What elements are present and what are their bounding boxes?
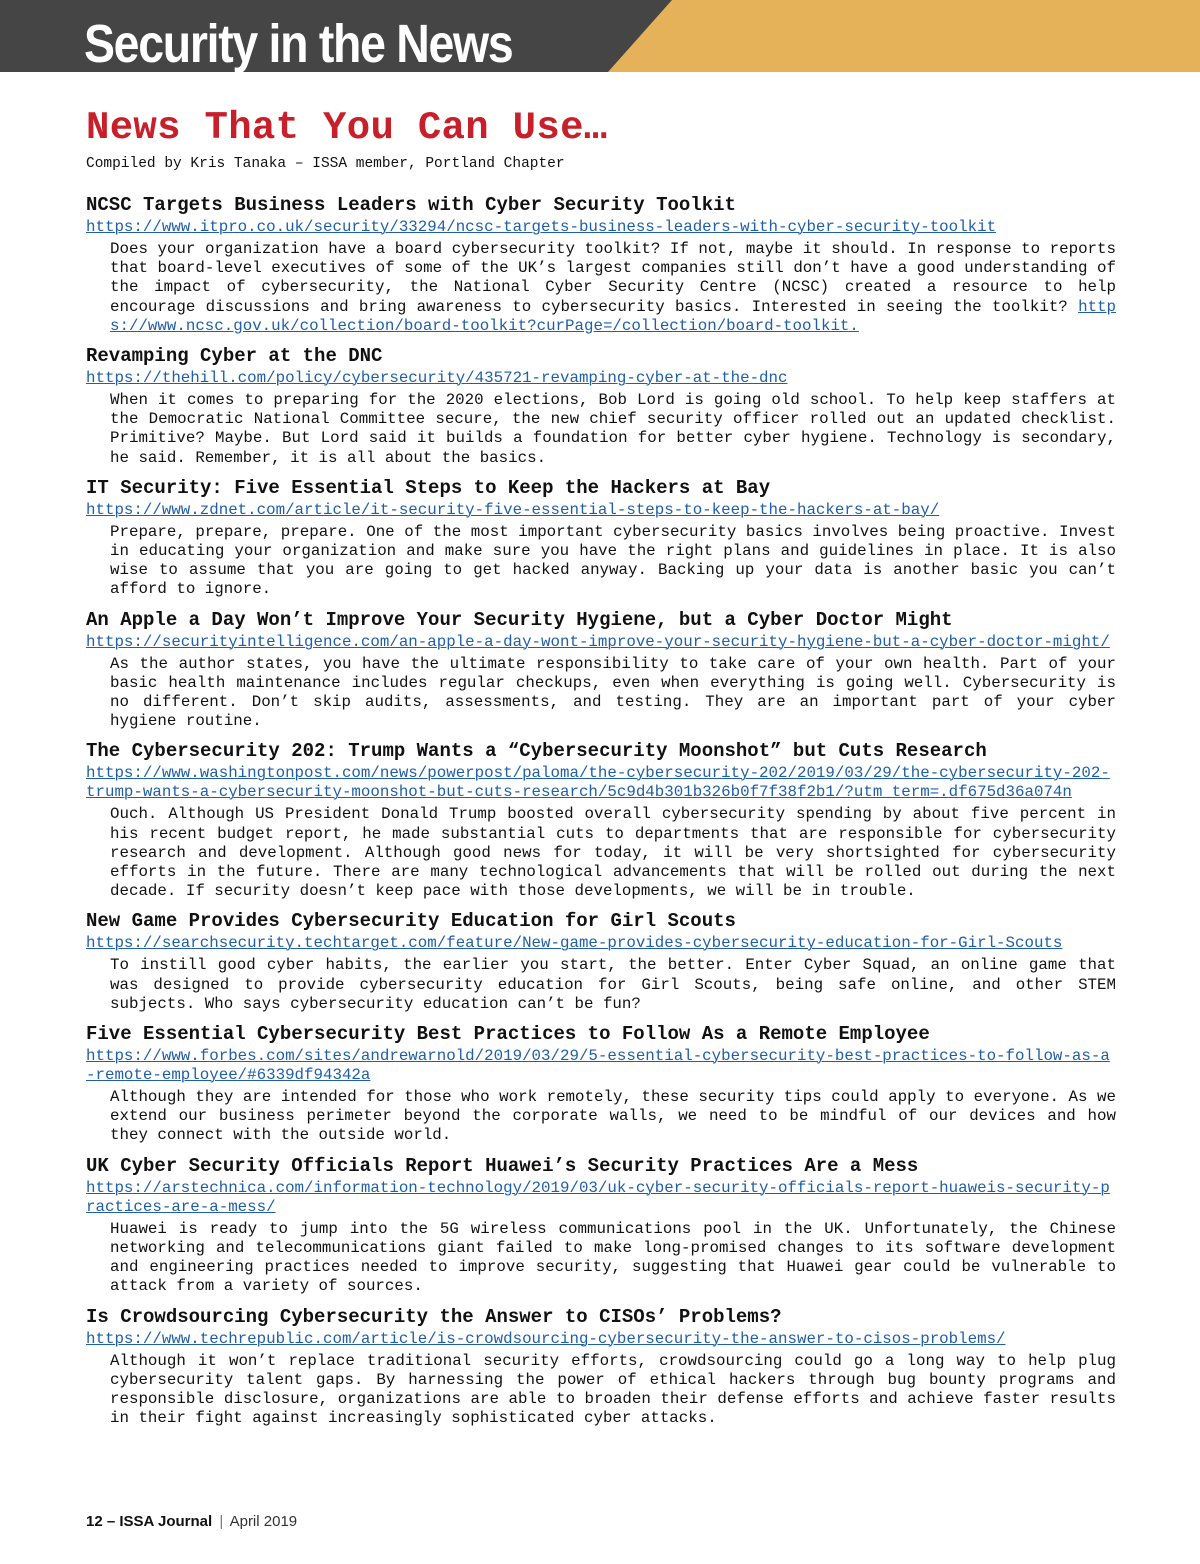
article-link[interactable]: https://arstechnica.com/information-technology/2019/03/uk-cyber-security-officials-report-huaweis-security-practices-are-a-mess/: [86, 1178, 1110, 1216]
page-footer: [86, 1513, 297, 1530]
article-link[interactable]: https://www.itpro.co.uk/security/33294/ncsc-targets-business-leaders-with-cyber-security-toolkit: [86, 218, 997, 236]
footer-separator: |: [219, 1513, 224, 1530]
article-link[interactable]: https://www.zdnet.com/article/it-security-five-essential-steps-to-keep-the-hackers-at-bay/: [86, 500, 940, 519]
article-summary: To instill good cyber habits, the earlier you start, the better. Enter Cyber Squad, an online game that was designed to provide cybersecurity education for Girl Scouts, being safe online, and other STEM subjects. Who says cybersecurity education can’t be fun?: [110, 956, 1116, 1013]
article-item: [86, 1022, 1116, 1146]
article-title: NCSC Targets Business Leaders with Cyber Security Toolkit: [86, 194, 736, 216]
toolkit-link[interactable]: https://www.ncsc.gov.uk/collection/board-toolkit?curPage=/collection/board-toolkit.: [110, 297, 1117, 335]
byline: Compiled by Kris Tanaka – ISSA member, Portland Chapter: [86, 156, 565, 172]
article-summary: Huawei is ready to jump into the 5G wireless communications pool in the UK. Unfortunately, the Chinese networking and telecommunications giant failed to make long-promised changes to its software development and engineering practices needed to improve security, suggesting that Huawei gear could be vulnerable to attack from a variety of sources.: [110, 1219, 1116, 1296]
article-item: [86, 909, 1116, 1014]
article-link[interactable]: https://searchsecurity.techtarget.com/feature/New-game-provides-cybersecurity-education-for-Girl-Scouts: [86, 934, 1063, 953]
article-title: An Apple a Day Won’t Improve Your Security Hygiene, but a Cyber Doctor Might: [86, 608, 953, 631]
article-item: [86, 344, 1116, 468]
article-item: [86, 193, 1116, 336]
page-headline: News That You Can Use…: [86, 106, 608, 150]
article-title: Five Essential Cybersecurity Best Practices to Follow As a Remote Employee: [86, 1023, 930, 1046]
article-title: UK Cyber Security Officials Report Huawei’s Security Practices Are a Mess: [86, 1154, 919, 1177]
article-link[interactable]: https://securityintelligence.com/an-apple-a-day-wont-improve-your-security-hygiene-but-a-cyber-doctor-might/: [86, 632, 1110, 651]
article-item: [86, 476, 1116, 600]
article-link[interactable]: https://thehill.com/policy/cybersecurity/435721-revamping-cyber-at-the-dnc: [86, 369, 788, 388]
article-title: IT Security: Five Essential Steps to Keep the Hackers at Bay: [86, 476, 771, 499]
article-link[interactable]: https://www.forbes.com/sites/andrewarnold/2019/03/29/5-essential-cybersecurity-best-practices-to-follow-as-a-remote-employee/#6339df94342a: [86, 1047, 1110, 1085]
article-title: New Game Provides Cybersecurity Education for Girl Scouts: [86, 910, 736, 933]
article-summary: Although they are intended for those who work remotely, these security tips could apply to everyone. As we extend our business perimeter beyond the corporate walls, we need to be mindful of our devices and how they connect with the outside world.: [110, 1088, 1116, 1145]
article-title: Is Crowdsourcing Cybersecurity the Answer to CISOs’ Problems?: [86, 1305, 782, 1328]
article-summary-text: Does your organization have a board cybersecurity toolkit? If not, maybe it should. In response to reports that board-level executives of some of the UK’s largest companies still don’t have a good understanding of the impact of cybersecurity, the National Cyber Security Centre (NCSC) created a resource to help encourage discussions and bring awareness to cybersecurity basics. Interested in seeing the toolkit?: [110, 240, 1116, 316]
article-item: [86, 1305, 1116, 1429]
article-title: The Cybersecurity 202: Trump Wants a “Cybersecurity Moonshot” but Cuts Research: [86, 740, 987, 763]
footer-page-label: 12 – ISSA Journal: [86, 1513, 213, 1530]
article-link[interactable]: https://www.washingtonpost.com/news/powerpost/paloma/the-cybersecurity-202/2019/03/29/the-cybersecurity-202-trump-wants-a-cybersecurity-moonshot-but-cuts-research/5c9d4b301b326b0f7f38f2b1/?utm_term=.df675d36a074n: [86, 764, 1110, 802]
article-summary: [110, 240, 1116, 336]
article-list: [86, 193, 1116, 1428]
article-summary: When it comes to preparing for the 2020 elections, Bob Lord is going old school. To help keep staffers at the Democratic National Committee secure, the new chief security officer rolled out an updated checklist. Primitive? Maybe. But Lord said it builds a foundation for better cyber hygiene. Technology is secondary, he said. Remember, it is all about the basics.: [110, 391, 1116, 467]
page-content: [86, 104, 1116, 1436]
footer-date: April 2019: [229, 1513, 298, 1530]
article-summary: Ouch. Although US President Donald Trump boosted overall cybersecurity spending by about five percent in his recent budget report, he made substantial cuts to departments that are responsible for cybersecurity research and development. Although good news for today, it will be very shortsighted for cybersecurity efforts in the future. There are many technological advancements that will be rolled out during the next decade. If security doesn’t keep pace with those developments, we will be in trouble.: [110, 805, 1116, 901]
article-summary: As the author states, you have the ultimate responsibility to take care of your own health. Part of your basic health maintenance includes regular checkups, even when everything is going well. Cybersecurity is no different. Don’t skip audits, assessments, and testing. They are an important part of your cyber hygiene routine.: [110, 654, 1116, 731]
article-title: Revamping Cyber at the DNC: [86, 345, 383, 368]
article-summary: Although it won’t replace traditional security efforts, crowdsourcing could go a long way to help plug cybersecurity talent gaps. By harnessing the power of ethical hackers through bug bounty programs and responsible disclosure, organizations are able to broaden their defense efforts and achieve faster results in their fight against increasingly sophisticated cyber attacks.: [110, 1351, 1116, 1428]
section-title: Security in the News: [84, 14, 513, 72]
article-link[interactable]: https://www.techrepublic.com/article/is-crowdsourcing-cybersecurity-the-answer-to-cisos-problems/: [86, 1329, 1006, 1348]
article-summary: Prepare, prepare, prepare. One of the most important cybersecurity basics involves being proactive. Invest in educating your organization and make sure you have the right plans and guidelines in place. It is also wise to assume that you are going to get hacked anyway. Backing up your data is another basic you can’t afford to ignore.: [110, 522, 1116, 599]
section-banner: [0, 0, 1200, 72]
article-item: [86, 1154, 1116, 1297]
article-item: [86, 739, 1116, 901]
article-item: [86, 608, 1116, 732]
